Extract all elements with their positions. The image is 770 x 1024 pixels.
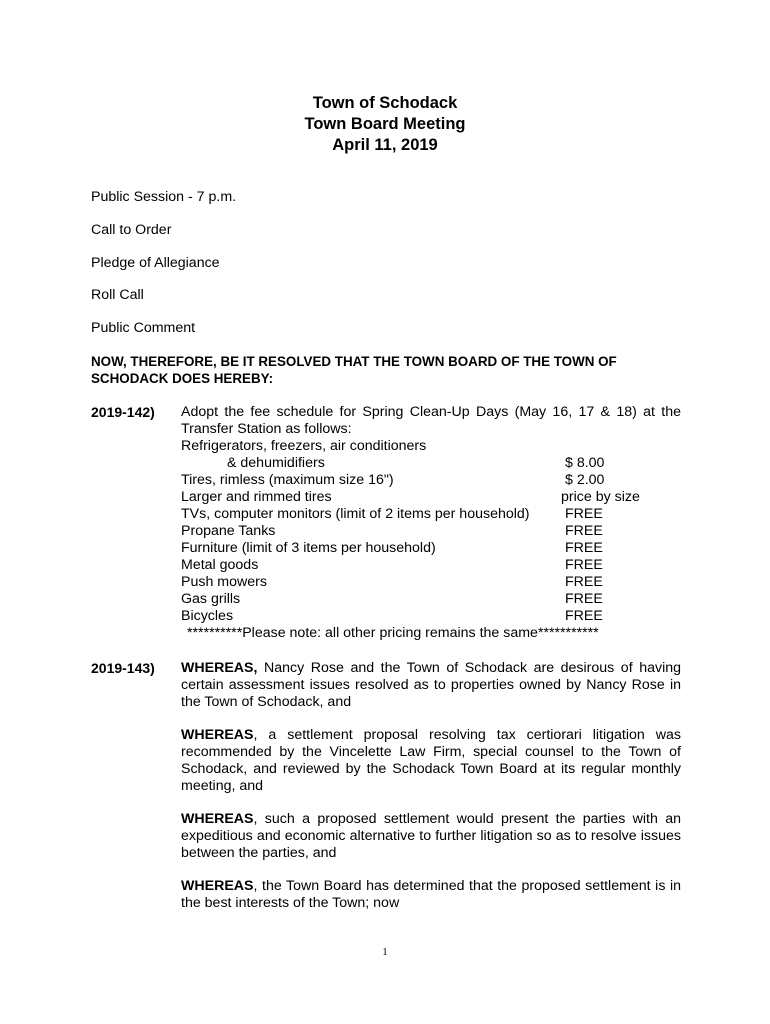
fee-row bbox=[181, 523, 681, 540]
fee-item: Bicycles bbox=[181, 608, 234, 624]
resolution-142-number: 2019-142) bbox=[91, 404, 155, 420]
resolution-142-body bbox=[181, 404, 681, 642]
resolution-143-number: 2019-143) bbox=[91, 660, 155, 676]
header-meeting-name: Town Board Meeting bbox=[304, 115, 466, 133]
fee-item: TVs, computer monitors (limit of 2 items per household) bbox=[181, 506, 530, 522]
fee-price: $ 2.00 bbox=[565, 472, 605, 488]
fee-item: Refrigerators, freezers, air conditioners bbox=[181, 438, 427, 454]
fee-price: FREE bbox=[565, 540, 603, 556]
agenda-public-session: Public Session - 7 p.m. bbox=[91, 189, 237, 205]
fee-item: Furniture (limit of 3 items per household) bbox=[181, 540, 436, 556]
whereas-text: , such a proposed settlement would present the parties with an expeditious and economic alternative to further litigation so as to resolve issues between the parties, and bbox=[181, 811, 681, 861]
whereas-paragraph bbox=[181, 660, 681, 711]
fee-row bbox=[181, 574, 681, 591]
whereas-paragraph bbox=[181, 727, 681, 795]
fee-row bbox=[181, 489, 681, 506]
agenda-public-comment: Public Comment bbox=[91, 320, 196, 336]
fee-price: FREE bbox=[565, 608, 603, 624]
whereas-lead: WHEREAS bbox=[181, 727, 254, 743]
page-number: 1 bbox=[382, 946, 388, 958]
whereas-paragraph bbox=[181, 811, 681, 862]
whereas-text: , a settlement proposal resolving tax certiorari litigation was recommended by the Vincelette Law Firm, special counsel to the Town of Schodack, and reviewed by the Schodack Town Board at its regular monthly meeting, and bbox=[181, 727, 681, 794]
resolution-143-body bbox=[181, 660, 681, 928]
fee-row bbox=[181, 608, 681, 625]
whereas-paragraph bbox=[181, 878, 681, 912]
whereas-lead: WHEREAS bbox=[181, 878, 254, 894]
fee-schedule bbox=[181, 438, 681, 625]
fee-row bbox=[181, 506, 681, 523]
fee-item: Propane Tanks bbox=[181, 523, 276, 539]
whereas-text: , the Town Board has determined that the proposed settlement is in the best interests of the Town; now bbox=[181, 878, 681, 911]
document-header bbox=[0, 93, 770, 156]
fee-row bbox=[181, 591, 681, 608]
fee-row bbox=[181, 455, 681, 472]
fee-price: $ 8.00 bbox=[565, 455, 605, 471]
fee-price: price by size bbox=[561, 489, 640, 505]
pricing-note: **********Please note: all other pricing remains the same*********** bbox=[187, 625, 599, 641]
fee-item: & dehumidifiers bbox=[227, 455, 325, 471]
whereas-lead: WHEREAS bbox=[181, 811, 254, 827]
fee-row bbox=[181, 438, 681, 455]
agenda-call-to-order: Call to Order bbox=[91, 222, 172, 238]
fee-item: Larger and rimmed tires bbox=[181, 489, 332, 505]
header-meeting-date: April 11, 2019 bbox=[332, 136, 438, 154]
fee-row bbox=[181, 557, 681, 574]
resolved-heading: NOW, THEREFORE, BE IT RESOLVED THAT THE TOWN BOARD OF THE TOWN OF SCHODACK DOES HEREBY: bbox=[91, 354, 617, 386]
fee-price: FREE bbox=[565, 523, 603, 539]
fee-item: Metal goods bbox=[181, 557, 259, 573]
fee-price: FREE bbox=[565, 591, 603, 607]
fee-item: Gas grills bbox=[181, 591, 241, 607]
fee-price: FREE bbox=[565, 506, 603, 522]
fee-item: Push mowers bbox=[181, 574, 267, 590]
agenda-roll-call: Roll Call bbox=[91, 287, 144, 303]
fee-row bbox=[181, 540, 681, 557]
fee-price: FREE bbox=[565, 557, 603, 573]
resolution-142-intro: Adopt the fee schedule for Spring Clean-Up Days (May 16, 17 & 18) at the Transfer Station as follows: bbox=[181, 404, 681, 437]
fee-row bbox=[181, 472, 681, 489]
fee-item: Tires, rimless (maximum size 16") bbox=[181, 472, 394, 488]
whereas-text: Nancy Rose and the Town of Schodack are desirous of having certain assessment issues resolved as to properties owned by Nancy Rose in the Town of Schodack, and bbox=[181, 660, 681, 710]
header-town-name: Town of Schodack bbox=[312, 94, 458, 112]
agenda-pledge: Pledge of Allegiance bbox=[91, 255, 220, 271]
fee-price: FREE bbox=[565, 574, 603, 590]
whereas-lead: WHEREAS, bbox=[181, 660, 258, 676]
